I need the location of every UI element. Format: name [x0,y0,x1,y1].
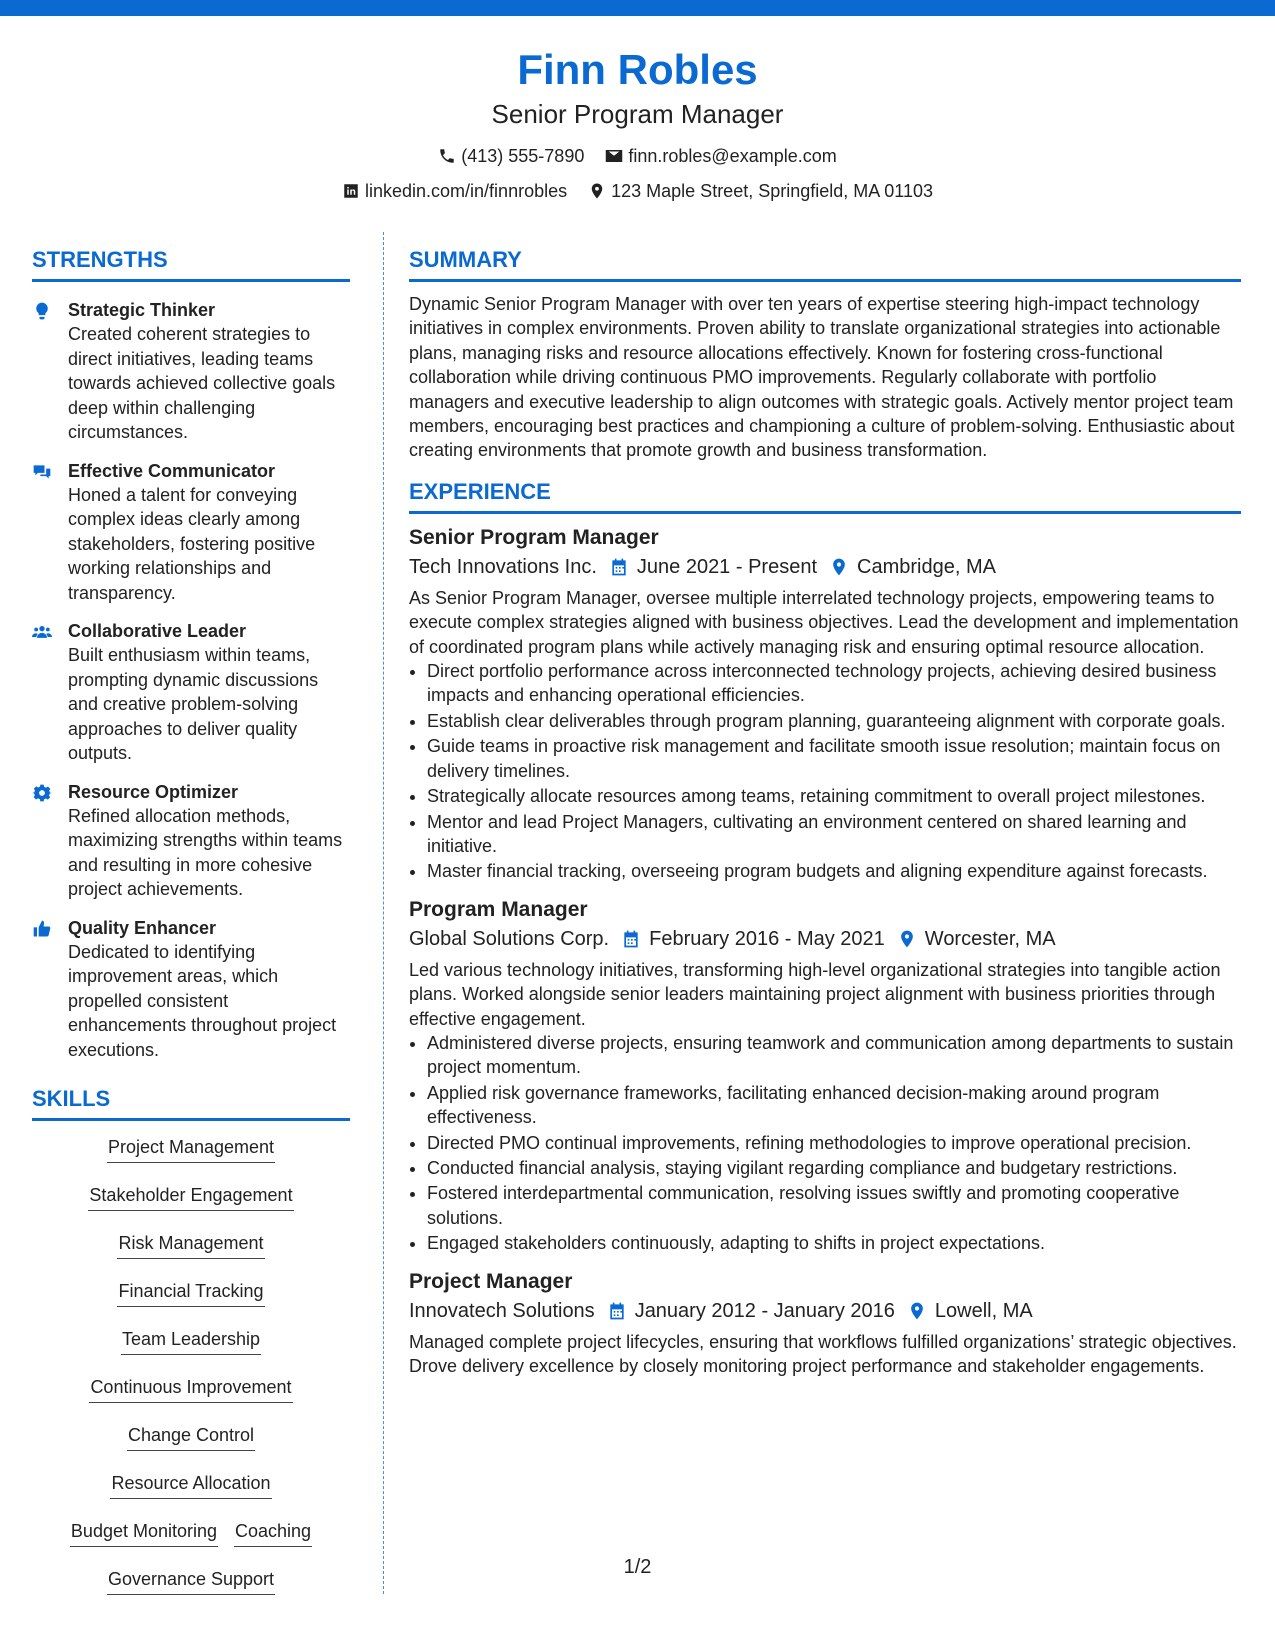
email-contact[interactable] [605,140,836,172]
linkedin-contact[interactable] [342,175,567,207]
skill-tag: Governance Support [107,1567,275,1595]
left-column [32,245,350,1615]
strength-item [32,459,350,606]
skill-tag: Risk Management [117,1231,264,1259]
map-pin-icon [829,557,849,577]
company-name: Innovatech Solutions [409,1299,595,1322]
skill-tag: Change Control [127,1423,255,1451]
job-bullet: • Conducted financial analysis, staying vigilant regarding compliance and budgetary restrictions. [427,1156,1241,1180]
job-bullet: • Establish clear deliverables through program planning, guaranteeing alignment with corporate goals. [427,709,1241,733]
job-description: As Senior Program Manager, oversee multiple interrelated technology projects, empowering teams to execute complex strategies aligned with business objectives. Lead the development and implementation of coordinated program plans while actively managing risk and ensuring optimal resource allocation. [409,587,1239,657]
strength-desc: Honed a talent for conveying complex ideas clearly among stakeholders, fostering positive working relationships and transparency. [68,484,316,603]
job-meta [409,924,1241,954]
column-divider [383,232,384,1594]
job-title: Program Manager [409,897,588,921]
candidate-name: Finn Robles [517,46,758,93]
skills-heading: SKILLS [32,1084,350,1121]
linkedin-text: linkedin.com/in/finnrobles [365,181,568,201]
phone-icon [438,147,456,165]
job-bullet: • Directed PMO continual improvements, refining methodologies to improve operational precision. [427,1131,1241,1155]
skill-tag: Financial Tracking [117,1279,264,1307]
company-name: Global Solutions Corp. [409,927,610,950]
strength-title: Strategic Thinker [68,300,216,320]
job-dates: June 2021 - Present [636,555,818,578]
linkedin-icon [342,182,360,200]
skill-tag: Continuous Improvement [89,1375,292,1403]
strengths-heading: STRENGTHS [32,245,350,282]
job-dates: January 2012 - January 2016 [634,1299,895,1322]
strength-title: Effective Communicator [68,460,276,481]
strength-desc: Dedicated to identifying improvement areas, which propelled consistent enhancements throughout project executions. [68,941,337,1060]
strength-title: Resource Optimizer [68,781,239,802]
job-bullet: • Fostered interdepartmental communication, resolving issues swiftly and promoting cooperative solutions. [427,1181,1241,1230]
strength-item [32,780,350,902]
job-dates: February 2016 - May 2021 [649,927,885,950]
job-description: Managed complete project lifecycles, ensuring that workflows fulfilled organizations’ strategic objectives. Drove delivery excellence by closely monitoring project performance and stakeholder engagements. [409,1331,1237,1376]
contact-row-1 [0,140,1275,175]
lightbulb-icon [32,301,52,321]
strength-title: Quality Enhancer [68,917,217,938]
strength-desc: Refined allocation methods, maximizing strengths within teams and resulting in more cohesive project achievements. [68,805,343,899]
job-bullet: • Applied risk governance frameworks, facilitating enhanced decision-making around program effectiveness. [427,1081,1241,1130]
job-bullet: • Strategically allocate resources among teams, retaining commitment to overall project milestones. [427,784,1241,808]
job-location: Lowell, MA [934,1299,1033,1322]
skill-tag: Stakeholder Engagement [88,1183,293,1211]
skill-tag: Team Leadership [121,1327,261,1355]
job-bullet: • Master financial tracking, overseeing program budgets and aligning expenditure against forecasts. [427,859,1241,883]
strength-item [32,916,350,1063]
strength-desc: Built enthusiasm within teams, prompting dynamic discussions and creative problem-solving approaches to deliver quality outputs. [68,645,319,763]
envelope-icon [605,147,623,165]
job-description: Led various technology initiatives, transforming high-level organizational strategies into tangible action plans. Worked alongside senior leaders maintaining project alignment with business priorities through effective engagement. [409,959,1221,1029]
strength-item [32,298,350,445]
job-meta [409,1296,1241,1326]
calendar-icon [609,557,629,577]
strength-item [32,619,350,766]
right-column [409,245,1241,1378]
experience-heading: EXPERIENCE [409,477,1241,514]
address-text: 123 Maple Street, Springfield, MA 01103 [611,181,933,201]
job-bullet: • Mentor and lead Project Managers, cultivating an environment centered on shared learning and initiative. [427,810,1241,859]
skills-list [32,1135,350,1595]
comments-icon [32,462,52,482]
calendar-icon [621,929,641,949]
job-location: Worcester, MA [924,927,1056,950]
resume-header [0,42,1275,210]
map-pin-icon [588,182,606,200]
strength-desc: Created coherent strategies to direct initiatives, leading teams towards achieved collective goals deep within challenging circumstances. [68,324,336,442]
phone-contact[interactable] [438,140,584,172]
job-title: Senior Program Manager [409,525,659,549]
job-bullet: • Administered diverse projects, ensuring teamwork and communication among departments to sustain project momentum. [427,1031,1241,1080]
map-pin-icon [907,1301,927,1321]
address-contact [588,175,933,207]
contact-row-2 [0,175,1275,210]
job-bullet: • Engaged stakeholders continuously, adapting to shifts in project expectations. [427,1231,1241,1255]
job-bullet: • Direct portfolio performance across interconnected technology projects, achieving desired business impacts and enhancing operational efficiencies. [427,659,1241,708]
job-entry [409,896,1241,1256]
job-location: Cambridge, MA [857,555,996,578]
map-pin-icon [897,929,917,949]
job-bullet: • Guide teams in proactive risk management and facilitate smooth issue resolution; maintain focus on delivery timelines. [427,734,1241,783]
candidate-title: Senior Program Manager [491,99,784,129]
job-bullets [409,659,1241,884]
calendar-icon [607,1301,627,1321]
job-meta [409,552,1241,582]
phone-text: (413) 555-7890 [461,146,585,166]
job-title: Project Manager [409,1269,573,1293]
gear-icon [32,783,52,803]
users-icon [32,622,52,642]
company-name: Tech Innovations Inc. [409,555,597,578]
skill-tag: Coaching [234,1519,312,1547]
job-bullets [409,1031,1241,1256]
email-text: finn.robles@example.com [628,146,837,166]
summary-heading: SUMMARY [409,245,1241,282]
skill-tag: Budget Monitoring [70,1519,218,1547]
summary-text: Dynamic Senior Program Manager with over ten years of expertise steering high-impact technology initiatives in complex environments. Proven ability to translate organizational strategies into actionable plans, managing risks and resource allocations effectively. Known for fostering cross-functional collaboration while driving continuous PMO improvements. Regularly collaborate with portfolio managers and executive leadership to align outcomes with strategic goals. Actively mentor project team members, encouraging best practices and championing a culture of problem-solving. Enthusiastic about creating environments that promote growth and business transformation. [409,294,1235,461]
skill-tag: Resource Allocation [110,1471,271,1499]
top-accent-bar [0,0,1275,16]
page-number: 1/2 [623,1556,652,1578]
job-entry [409,1268,1241,1379]
thumbs-up-icon [32,919,52,939]
job-entry [409,524,1241,884]
strength-title: Collaborative Leader [68,621,247,641]
skill-tag: Project Management [107,1135,275,1163]
